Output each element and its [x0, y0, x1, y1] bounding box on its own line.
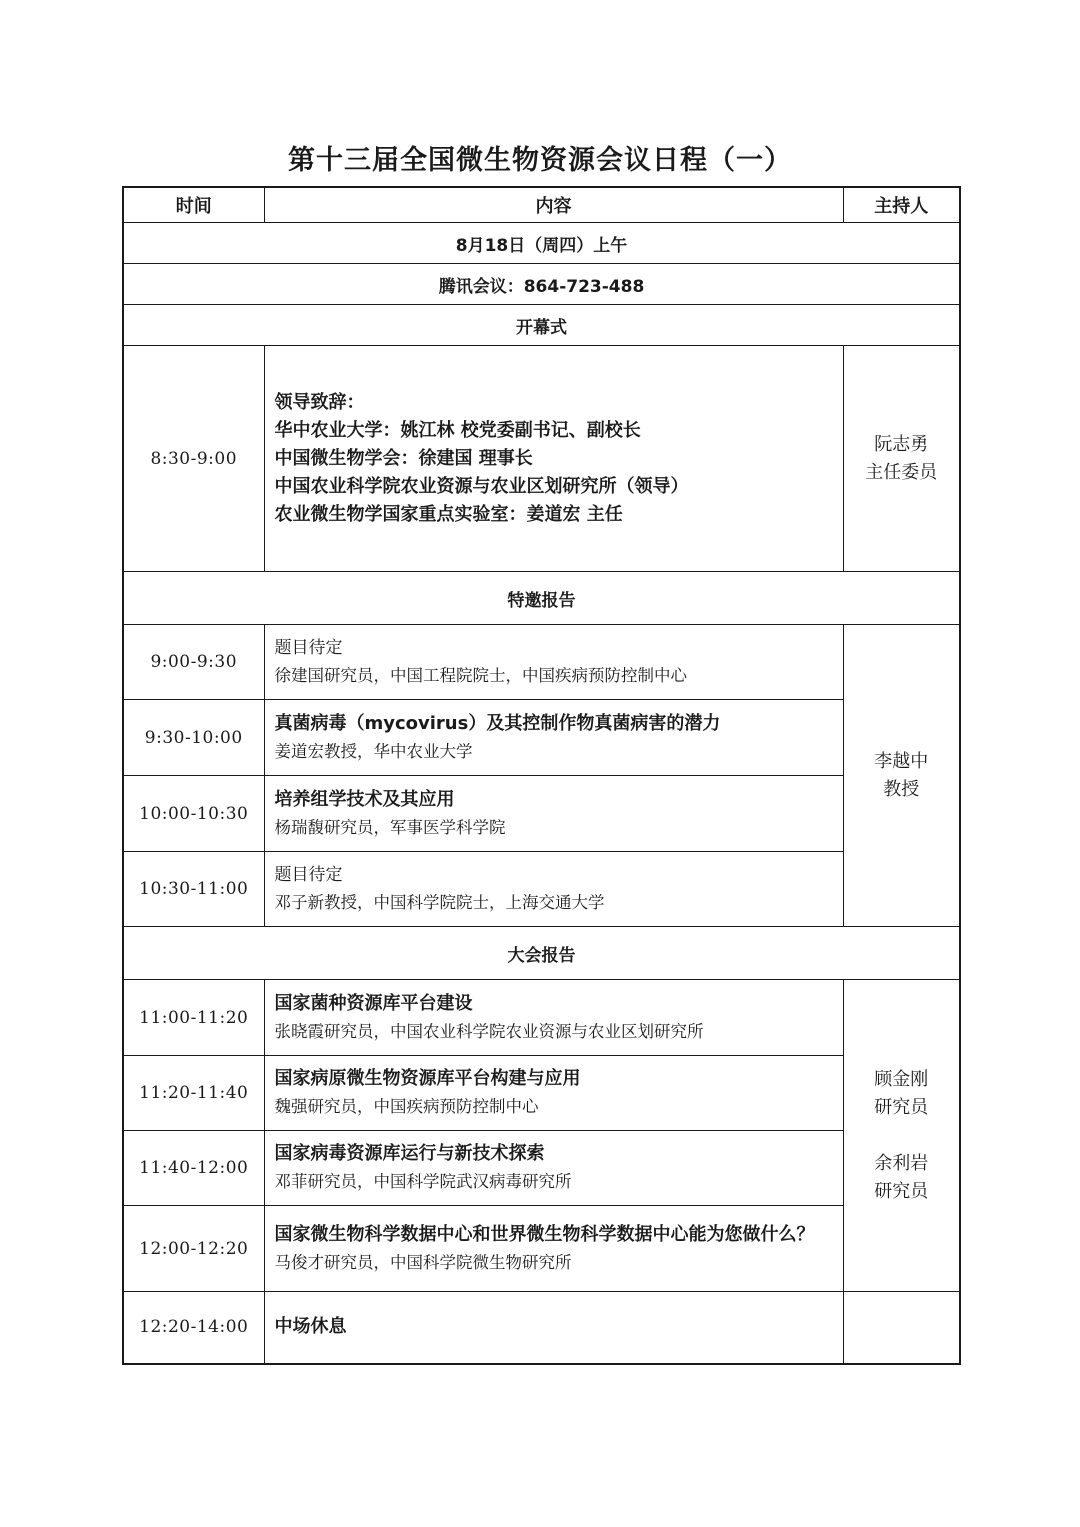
talk-speaker: 邓子新教授，中国科学院院士，上海交通大学	[274, 893, 605, 912]
meeting-row	[123, 264, 960, 305]
talk-speaker: 马俊才研究员，中国科学院微生物研究所	[274, 1252, 572, 1272]
talk-title: 国家病原微生物资源库平台构建与应用	[274, 1068, 581, 1089]
talk-title: 国家病毒资源库运行与新技术探索	[274, 1143, 545, 1164]
opening-host	[843, 346, 960, 572]
break-time: 12:20-14:00	[123, 1292, 264, 1364]
talk-content	[264, 852, 843, 927]
host-title: 教授	[883, 778, 920, 800]
invited-heading-row	[123, 572, 960, 625]
table-row	[123, 852, 960, 927]
opening-time: 8:30-9:00	[123, 346, 264, 572]
table-row	[123, 776, 960, 852]
talk-content	[264, 625, 843, 700]
plenary-host	[843, 980, 960, 1292]
talk-content	[264, 1206, 843, 1292]
host-name: 阮志勇	[874, 433, 929, 455]
table-row	[123, 625, 960, 700]
talk-speaker: 姜道宏教授，华中农业大学	[274, 741, 473, 761]
page-title: 第十三届全国微生物资源会议日程（一）	[288, 145, 792, 176]
table-row	[123, 1056, 960, 1131]
break-content	[264, 1292, 843, 1364]
header-row	[123, 187, 960, 223]
header-host: 主持人	[843, 187, 960, 223]
talk-speaker: 徐建国研究员，中国工程院院士，中国疾病预防控制中心	[274, 666, 687, 685]
talk-speaker: 张晓霞研究员，中国农业科学院农业资源与农业区划研究所	[274, 1021, 704, 1041]
talk-content	[264, 700, 843, 776]
talk-content	[264, 1056, 843, 1131]
host-name: 余利岩	[874, 1152, 929, 1174]
opening-line: 中国农业科学院农业资源与农业区划研究所（领导）	[274, 475, 689, 497]
opening-line: 领导致辞：	[274, 391, 365, 413]
talk-title: 真菌病毒（mycovirus）及其控制作物真菌病害的潜力	[274, 712, 721, 734]
opening-row	[123, 346, 960, 572]
talk-time: 10:00-10:30	[123, 776, 264, 852]
talk-content	[264, 980, 843, 1056]
talk-time: 9:30-10:00	[123, 700, 264, 776]
talk-speaker: 魏强研究员，中国疾病预防控制中心	[274, 1097, 539, 1116]
talk-time: 12:00-12:20	[123, 1206, 264, 1292]
talk-title: 国家菌种资源库平台建设	[274, 992, 473, 1014]
plenary-heading: 大会报告	[123, 927, 960, 980]
host-title: 研究员	[874, 1180, 929, 1202]
break-row	[123, 1292, 960, 1364]
plenary-heading-row	[123, 927, 960, 980]
talk-title: 培养组学技术及其应用	[274, 788, 455, 810]
host-title: 研究员	[874, 1096, 929, 1118]
date-line: 8月18日（周四）上午	[123, 223, 960, 264]
opening-heading-row	[123, 305, 960, 346]
talk-time: 11:40-12:00	[123, 1131, 264, 1206]
talk-title: 国家微生物科学数据中心和世界微生物科学数据中心能为您做什么？	[274, 1223, 815, 1245]
table-row	[123, 1206, 960, 1292]
talk-time: 11:00-11:20	[123, 980, 264, 1056]
talk-speaker: 杨瑞馥研究员，军事医学科学院	[274, 817, 506, 837]
header-content: 内容	[264, 187, 843, 223]
talk-content	[264, 1131, 843, 1206]
talk-title: 题目待定	[274, 865, 343, 885]
talk-time: 11:20-11:40	[123, 1056, 264, 1131]
meeting-line: 腾讯会议：864-723-488	[123, 264, 960, 305]
talk-time: 9:00-9:30	[123, 625, 264, 700]
talk-speaker: 邓菲研究员，中国科学院武汉病毒研究所	[274, 1172, 572, 1191]
date-row	[123, 223, 960, 264]
talk-title: 题目待定	[274, 638, 343, 658]
table-row	[123, 980, 960, 1056]
opening-line: 华中农业大学：姚江林 校党委副书记、副校长	[274, 419, 641, 441]
host-title: 主任委员	[865, 461, 938, 483]
table-row	[123, 1131, 960, 1206]
opening-line: 农业微生物学国家重点实验室：姜道宏 主任	[274, 503, 623, 525]
invited-heading: 特邀报告	[123, 572, 960, 625]
schedule-table	[122, 186, 961, 1365]
opening-line: 中国微生物学会：徐建国 理事长	[274, 447, 533, 469]
host-name: 顾金刚	[874, 1068, 929, 1090]
opening-content	[264, 346, 843, 572]
header-time: 时间	[123, 187, 264, 223]
talk-content	[264, 776, 843, 852]
break-title: 中场休息	[274, 1316, 347, 1338]
invited-host	[843, 625, 960, 927]
opening-heading: 开幕式	[123, 305, 960, 346]
talk-time: 10:30-11:00	[123, 852, 264, 927]
host-name: 李越中	[874, 750, 929, 772]
break-host	[843, 1292, 960, 1364]
table-row	[123, 700, 960, 776]
